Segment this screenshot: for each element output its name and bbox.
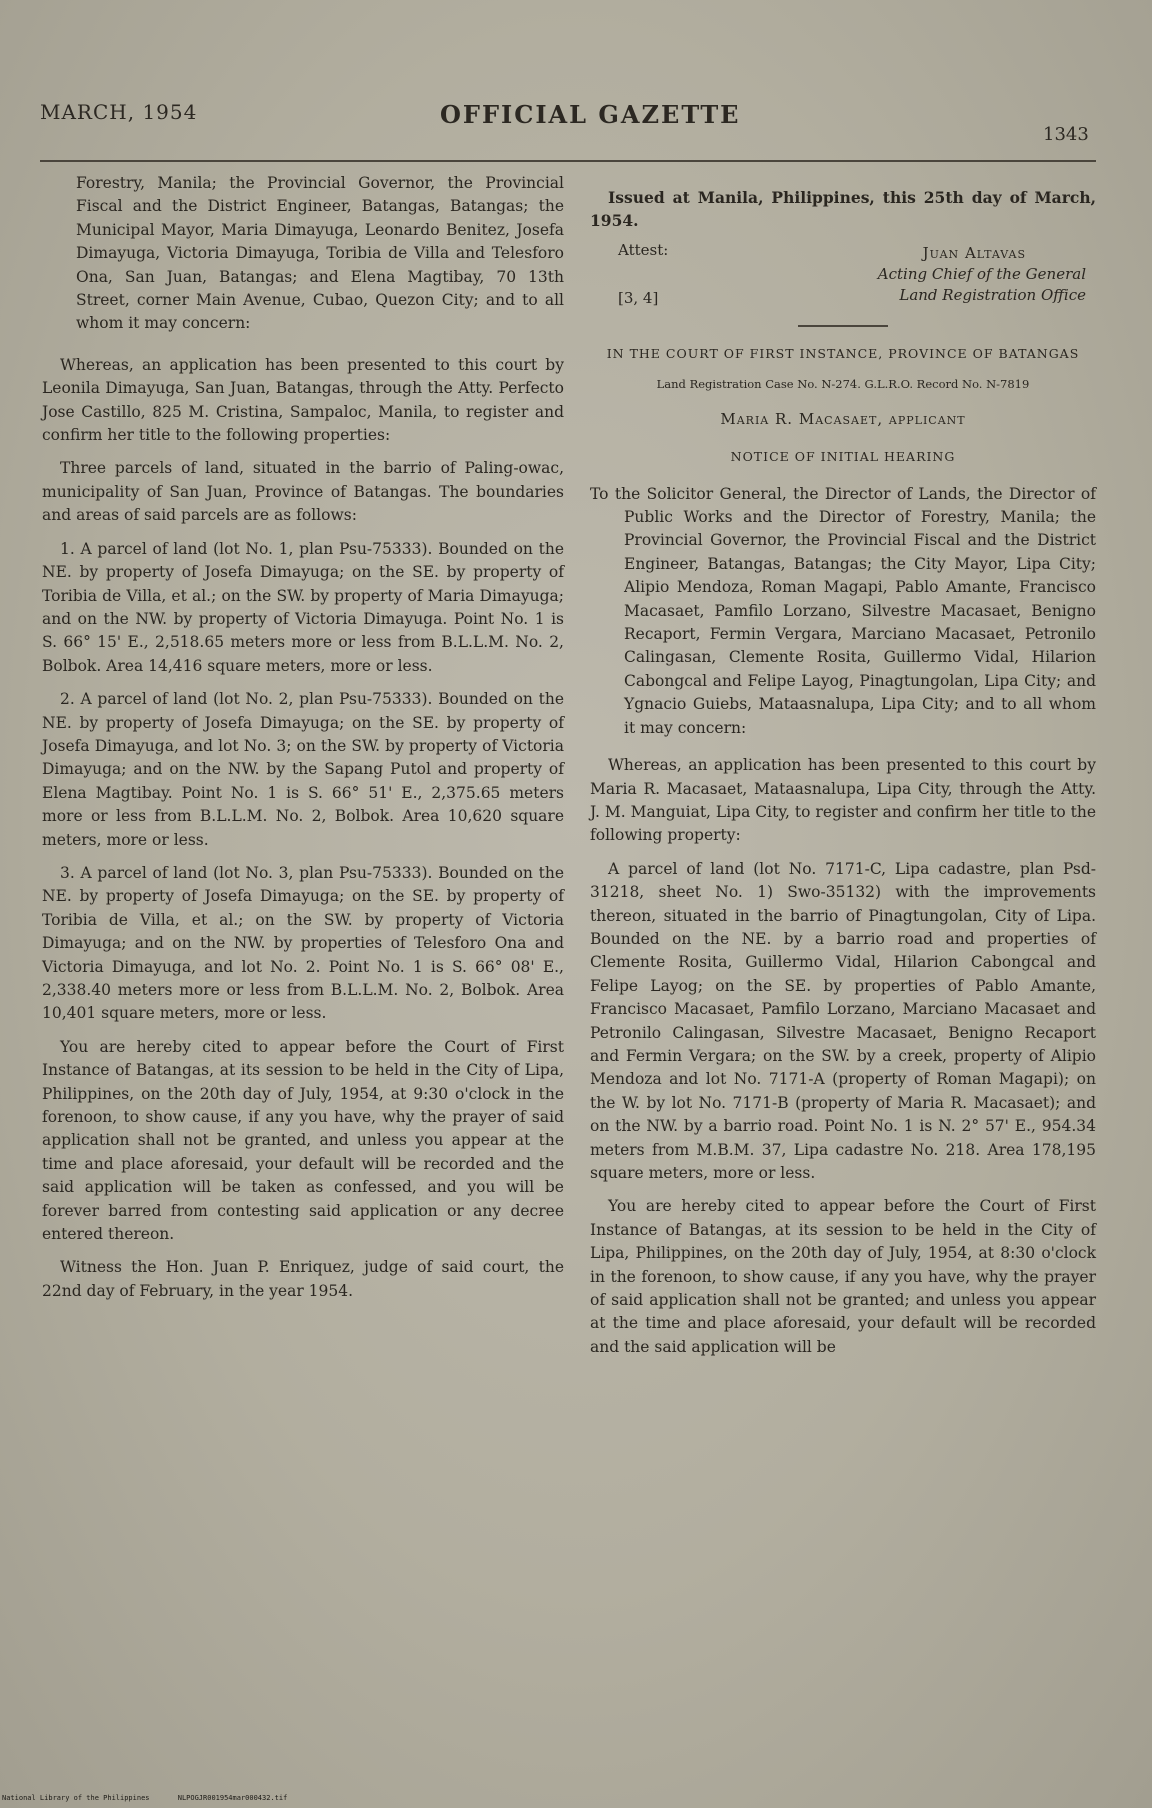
page-number: 1343 [1043,124,1089,145]
issued-line: Issued at Manila, Philippines, this 25th day of March, 1954. [590,188,1096,231]
reference-number: [3, 4] [618,288,659,307]
header-date: MARCH, 1954 [40,100,198,124]
attest-label: Attest: [618,240,669,259]
header-title: OFFICIAL GAZETTE [440,100,741,129]
right-parcel: A parcel of land (lot No. 7171-C, Lipa cadastre, plan Psd-31218, sheet No. 1) Swo-35132) with the improvements thereon, situated in the barrio of Pinagtungolan, City of Lipa. Bounded on the NE. by a barrio road and properties of Clemente Rosita, Guillermo Vidal, Hilarion Cabongcal and Felipe Layog; on the SE. by properties of Pablo Amante, Francisco Macasaet, Pamfilo Lorzano, Marciano Macasaet and Petronilo Calingasan, Silvestre Macasaet, Benigno Recaport and Fermin Vergara; on the SW. by a creek, property of Alipio Mendoza and lot No. 7171-A (property of Roman Magapi); on the W. by lot No. 7171-B (property of Maria R. Macasaet); and on the NW. by a barrio road. Point No. 1 is N. 2° 57' E., 954.34 meters from M.B.M. 37, Lipa cadastre No. 218. Area 178,195 square meters, more or less. [590,859,1096,1182]
signatory-office: Land Registration Office [899,285,1086,304]
right-addressees: To the Solicitor General, the Director of Lands, the Director of Public Works and the Director of Forestry, Manila; the Provincial Governor, the Provincial Fiscal and the District Engineer, Batangas, Batangas; the City Mayor, Lipa City; Alipio Mendoza, Roman Magapi, Pablo Amante, Francisco Macasaet, Pamfilo Lorzano, Silvestre Macasaet, Benigno Recaport, Fermin Vergara, Marciano Macasaet, Petronilo Calingasan, Clemente Rosita, Guillermo Vidal, Hilarion Cabongcal and Felipe Layog, Pinagtungolan, Lipa City; and Ygnacio Guiebs, Mataasnalupa, Lipa City; and to all whom it may concern: [590,484,1096,737]
signatory-title: Acting Chief of the General [877,264,1086,283]
header-rule [40,160,1096,162]
parcel-1: 1. A parcel of land (lot No. 1, plan Psu-75333). Bounded on the NE. by property of Josefa Dimayuga; on the SE. by property of Toribia de Villa, et al.; on the SW. by property of Maria Dimayuga; and on the NW. by property of Victoria Dimayuga. Point No. 1 is S. 66° 15' E., 2,518.65 meters more or less from B.L.L.M. No. 2, Bolbok. Area 14,416 square meters, more or less. [42,539,564,675]
right-cited: You are hereby cited to appear before the Court of First Instance of Batangas, at its session to be held in the City of Lipa, Philippines, on the 20th day of July, 1954, at 8:30 o'clock in the forenoon, to show cause, if any you have, why the prayer of said application shall not be granted; and unless you appear at the time and place aforesaid, your default will be recorded and the said application will be [590,1197,1096,1356]
footer-library: National Library of the Philippines [2,1794,150,1802]
scan-footer [2,1794,311,1802]
court-heading: IN THE COURT OF FIRST INSTANCE, PROVINCE OF BATANGAS [606,345,1080,361]
parcel-2: 2. A parcel of land (lot No. 2, plan Psu-75333). Bounded on the NE. by property of Josefa Dimayuga; on the SE. by property of Josefa Dimayuga, and lot No. 3; on the SW. by property of Victoria Dimayuga; and on the NW. by the Sapang Putol and property of Elena Magtibay. Point No. 1 is S. 66° 51' E., 2,375.65 meters more or less from B.L.L.M. No. 2, Bolbok. Area 10,620 square meters, more or less. [42,690,564,849]
section-divider [798,325,888,327]
right-whereas: Whereas, an application has been presented to this court by Maria R. Macasaet, Mataasnalupa, Lipa City, through the Atty. J. M. Manguiat, Lipa City, to register and confirm her title to the following property: [590,756,1096,845]
left-cited: You are hereby cited to appear before the Court of First Instance of Batangas, at its session to be held in the City of Lipa, Philippines, on the 20th day of July, 1954, at 9:30 o'clock in the forenoon, to show cause, if any you have, why the prayer of said application shall not be granted, and unless you appear at the time and place aforesaid, your default will be recorded and the said application will be taken as confessed, and you will be forever barred from contesting said application or any decree entered thereon. [42,1037,564,1244]
left-whereas: Whereas, an application has been presented to this court by Leonila Dimayuga, San Juan, Batangas, through the Atty. Perfecto Jose Castillo, 825 M. Cristina, Sampaloc, Manila, to register and confirm her title to the following properties: [42,355,564,445]
notice-heading: NOTICE OF INITIAL HEARING [730,449,956,465]
left-three-parcels: Three parcels of land, situated in the barrio of Paling-owac, municipality of San Juan, Province of Batangas. The boundaries and areas of said parcels are as follows: [42,459,564,525]
right-column [590,186,1096,1369]
signature-block [878,243,1086,306]
parcel-3: 3. A parcel of land (lot No. 3, plan Psu-75333). Bounded on the NE. by property of Josefa Dimayuga; on the SE. by property of Toribia de Villa, et al.; on the SW. by property of Victoria Dimayuga; and on the NW. by properties of Telesforo Ona and Victoria Dimayuga, and lot No. 2. Point No. 1 is S. 66° 08' E., 2,338.40 meters more or less from B.L.L.M. No. 2, Bolbok. Area 10,401 square meters, more or less. [42,863,564,1023]
case-number: Land Registration Case No. N-274. G.L.R.O. Record No. N-7819 [656,376,1030,391]
footer-file: NLPOGJR001954mar000432.tif [177,1794,288,1802]
attest-block [590,239,1096,311]
applicant-line: Maria R. Macasaet, applicant [720,409,966,428]
signatory-name: Juan Altavas [922,243,1026,262]
left-addressees: Forestry, Manila; the Provincial Governor, the Provincial Fiscal and the District Engineer, Batangas, Batangas; the Municipal Mayor, Maria Dimayuga, Leonardo Benitez, Josefa Dimayuga, Victoria Dimayuga, Toribia de Villa and Telesforo Ona, San Juan, Batangas; and Elena Magtibay, 70 13th Street, corner Main Avenue, Cubao, Quezon City; and to all whom it may concern: [76,174,564,333]
left-witness: Witness the Hon. Juan P. Enriquez, judge of said court, the 22nd day of February, in the year 1954. [42,1258,564,1300]
left-column [42,172,564,1313]
